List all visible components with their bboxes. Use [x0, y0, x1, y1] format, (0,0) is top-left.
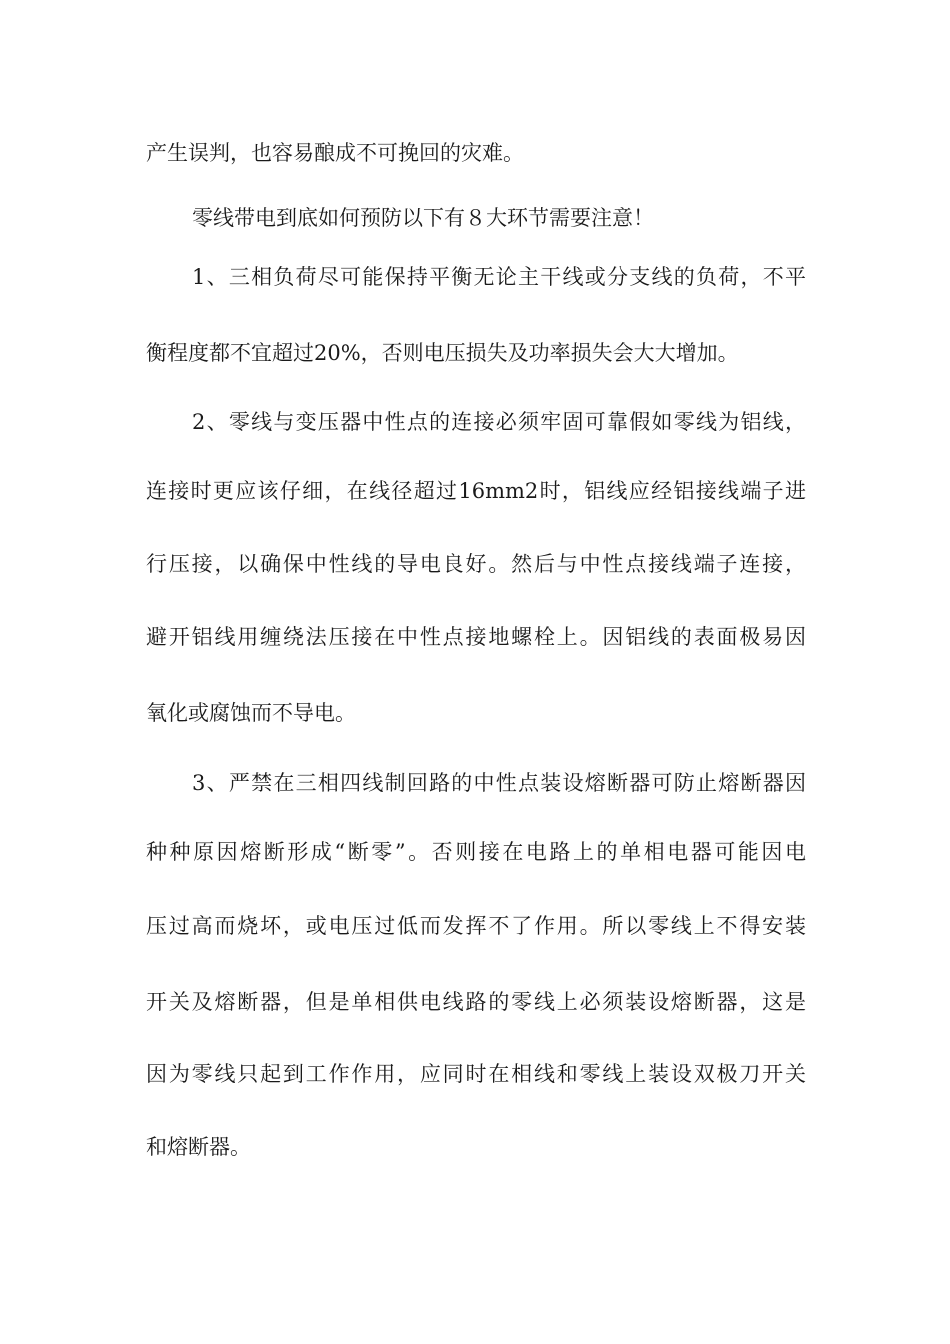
text-line: 产生误判，也容易酿成不可挽回的灾难。	[146, 141, 524, 165]
text-line: 避开铝线用缠绕法压接在中性点接地螺栓上。因铝线的表面极易因	[146, 625, 806, 649]
text-line: 种种原因熔断形成“断零”。否则接在电路上的单相电器可能因电	[146, 840, 806, 864]
text-line: 氧化或腐蚀而不导电。	[146, 701, 356, 725]
text-line: 开关及熔断器，但是单相供电线路的零线上必须装设熔断器，这是	[146, 990, 806, 1014]
list-item-1-start: 1、三相负荷尽可能保持平衡无论主干线或分支线的负荷，不平	[192, 265, 806, 289]
list-item-3-start: 3、严禁在三相四线制回路的中性点装设熔断器可防止熔断器因	[192, 771, 806, 795]
list-item-2-start: 2、零线与变压器中性点的连接必须牢固可靠假如零线为铝线，	[192, 410, 806, 434]
text-line: 压过高而烧坏，或电压过低而发挥不了作用。所以零线上不得安装	[146, 914, 806, 938]
text-line: 衡程度都不宜超过20%，否则电压损失及功率损失会大大增加。	[146, 341, 739, 365]
text-line: 连接时更应该仔细，在线径超过16mm2时，铝线应经铝接线端子进	[146, 479, 806, 503]
text-line: 和熔断器。	[146, 1135, 251, 1159]
text-line: 因为零线只起到工作作用，应同时在相线和零线上装设双极刀开关	[146, 1062, 806, 1086]
text-line: 行压接，以确保中性线的导电良好。然后与中性点接线端子连接，	[146, 552, 806, 576]
paragraph-intro: 零线带电到底如何预防以下有８大环节需要注意！	[192, 206, 654, 230]
